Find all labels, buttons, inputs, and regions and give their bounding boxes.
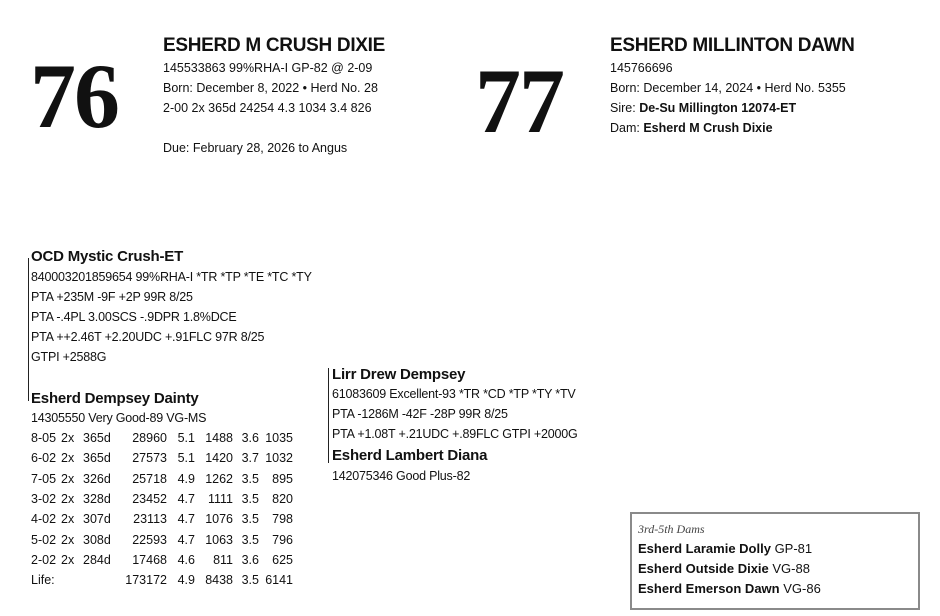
lot-76-registration: 145533863 99%RHA-I GP-82 @ 2-09: [163, 61, 373, 75]
dam-name: Esherd Dempsey Dainty: [31, 390, 199, 407]
lot-76-born: Born: December 8, 2022 • Herd No. 28: [163, 81, 378, 95]
record-cell: 625: [272, 552, 293, 567]
record-cell: 284d: [83, 552, 111, 567]
lot-77-sire-name: De-Su Millington 12074-ET: [639, 101, 797, 115]
sire-line-4: PTA ++2.46T +2.20UDC +.91FLC 97R 8/25: [31, 330, 265, 344]
sire-name: OCD Mystic Crush-ET: [31, 248, 184, 265]
record-cell: 820: [272, 491, 293, 506]
lot-77-number: 77: [475, 50, 563, 152]
ancestor-dam-3-score: VG-86: [779, 581, 821, 596]
sire-line-2: PTA +235M -9F +2P 99R 8/25: [31, 290, 193, 304]
record-cell: 3.6: [241, 552, 259, 567]
damsire-line-3: PTA +1.08T +.21UDC +.89FLC GTPI +2000G: [332, 427, 578, 441]
ancestor-dam-1: [638, 541, 812, 556]
record-cell: 8438: [205, 573, 233, 588]
record-cell: 3.6: [241, 431, 259, 445]
record-cell: 5.1: [177, 431, 195, 445]
sire-line-1: 840003201859654 99%RHA-I *TR *TP *TE *TC *TY: [31, 270, 312, 284]
lot-77-sire: [610, 101, 796, 115]
record-cell: 1076: [205, 512, 233, 527]
sire-line-5: GTPI +2588G: [31, 350, 107, 364]
record-cell: 308d: [83, 532, 111, 547]
ancestor-dam-3: [638, 581, 821, 596]
record-cell: 4.9: [177, 573, 195, 588]
record-cell: 7-05: [31, 471, 57, 486]
lot-77-born: Born: December 14, 2024 • Herd No. 5355: [610, 81, 846, 95]
record-cell: 3.5: [241, 491, 259, 506]
granddam-classification: 142075346 Good Plus-82: [332, 469, 471, 483]
record-cell: 4.9: [177, 471, 195, 486]
pedigree-bracket-sire: [28, 258, 29, 401]
record-cell: 3.7: [241, 451, 259, 466]
record-cell: 2x: [61, 451, 75, 466]
record-cell: 6-02: [31, 451, 57, 466]
lot-77-dam-label: Dam:: [610, 121, 644, 135]
record-cell: 895: [272, 471, 293, 486]
record-cell: 2x: [61, 431, 75, 445]
record-cell: 1032: [265, 451, 293, 466]
lot-76-due: Due: February 28, 2026 to Angus: [163, 141, 348, 155]
record-cell: 365d: [83, 451, 111, 466]
record-cell: 4.7: [177, 491, 195, 506]
record-cell: 3.5: [241, 512, 259, 527]
ancestor-dam-1-score: GP-81: [770, 541, 813, 556]
record-cell: 798: [272, 512, 293, 527]
record-cell: 1262: [205, 471, 233, 486]
record-cell: 5.1: [177, 451, 195, 466]
record-cell: 1063: [205, 532, 233, 547]
production-record-row: [31, 512, 293, 526]
record-cell: 3.5: [241, 532, 259, 547]
lot-77-registration: 145766696: [610, 61, 673, 75]
lot-76-number: 76: [30, 45, 118, 147]
record-cell: 307d: [83, 512, 111, 527]
dam-classification: 14305550 Very Good-89 VG-MS: [31, 411, 207, 425]
record-cell: 25718: [132, 471, 167, 486]
record-cell: 3.5: [241, 573, 259, 588]
record-cell: 2-02: [31, 552, 57, 567]
ancestor-dam-3-name: Esherd Emerson Dawn: [638, 581, 780, 596]
record-cell: 2x: [61, 471, 75, 486]
record-cell: 365d: [83, 431, 111, 445]
pedigree-bracket-dam: [328, 368, 329, 463]
record-cell: 4.7: [177, 532, 195, 547]
production-record-row: [31, 431, 293, 445]
record-cell: 2x: [61, 552, 75, 567]
lot-77-name: ESHERD MILLINTON DAWN: [610, 35, 855, 56]
record-cell: 326d: [83, 471, 111, 486]
record-cell: 1111: [207, 491, 233, 506]
lot-76-name: ESHERD M CRUSH DIXIE: [163, 35, 386, 56]
production-record-row: [31, 533, 293, 547]
damsire-line-1: 61083609 Excellent-93 *TR *CD *TP *TY *TV: [332, 387, 576, 401]
record-cell: 22593: [132, 532, 167, 547]
ancestor-dam-2-score: VG-88: [768, 561, 810, 576]
damsire-name: Lirr Drew Dempsey: [332, 366, 466, 383]
record-cell: 4.7: [177, 512, 195, 527]
ancestor-dam-1-name: Esherd Laramie Dolly: [638, 541, 771, 556]
record-cell: 2x: [61, 532, 75, 547]
lifetime-record-row: [31, 573, 293, 587]
ancestor-dam-2-name: Esherd Outside Dixie: [638, 561, 769, 576]
record-cell: 5-02: [31, 532, 57, 547]
record-cell: 2x: [61, 491, 75, 506]
ancestor-dams-box: [630, 512, 920, 610]
sire-line-3: PTA -.4PL 3.00SCS -.9DPR 1.8%DCE: [31, 310, 237, 324]
ancestor-dams-header: 3rd-5th Dams: [638, 522, 705, 536]
record-cell: 1420: [205, 451, 233, 466]
record-cell: 3-02: [31, 491, 57, 506]
record-cell: 3.5: [241, 471, 259, 486]
granddam-name: Esherd Lambert Diana: [332, 447, 488, 464]
record-cell: 28960: [132, 431, 167, 445]
record-cell: 17468: [132, 552, 167, 567]
record-cell: Life:: [31, 573, 55, 588]
record-cell: 23113: [133, 512, 167, 527]
record-cell: 8-05: [31, 431, 57, 445]
record-cell: 1035: [265, 431, 293, 445]
ancestor-dam-2: [638, 561, 810, 576]
record-cell: 4.6: [177, 552, 195, 567]
record-cell: 796: [272, 532, 293, 547]
lot-77-dam-name: Esherd M Crush Dixie: [643, 121, 773, 135]
lot-76-record: 2-00 2x 365d 24254 4.3 1034 3.4 826: [163, 101, 372, 115]
record-cell: 1488: [205, 431, 233, 445]
production-record-row: [31, 472, 293, 486]
record-cell: 4-02: [31, 512, 57, 527]
lot-77-sire-label: Sire:: [610, 101, 640, 115]
record-cell: 6141: [265, 573, 293, 588]
damsire-line-2: PTA -1286M -42F -28P 99R 8/25: [332, 407, 508, 421]
record-cell: 811: [213, 552, 233, 567]
record-cell: 23452: [132, 491, 167, 506]
record-cell: 27573: [132, 451, 167, 466]
record-cell: 2x: [61, 512, 75, 527]
production-record-row: [31, 553, 293, 567]
production-record-row: [31, 492, 293, 506]
lot-77-dam: [610, 121, 773, 135]
record-cell: 328d: [83, 491, 111, 506]
record-cell: 173172: [125, 573, 167, 588]
production-record-row: [31, 451, 293, 465]
